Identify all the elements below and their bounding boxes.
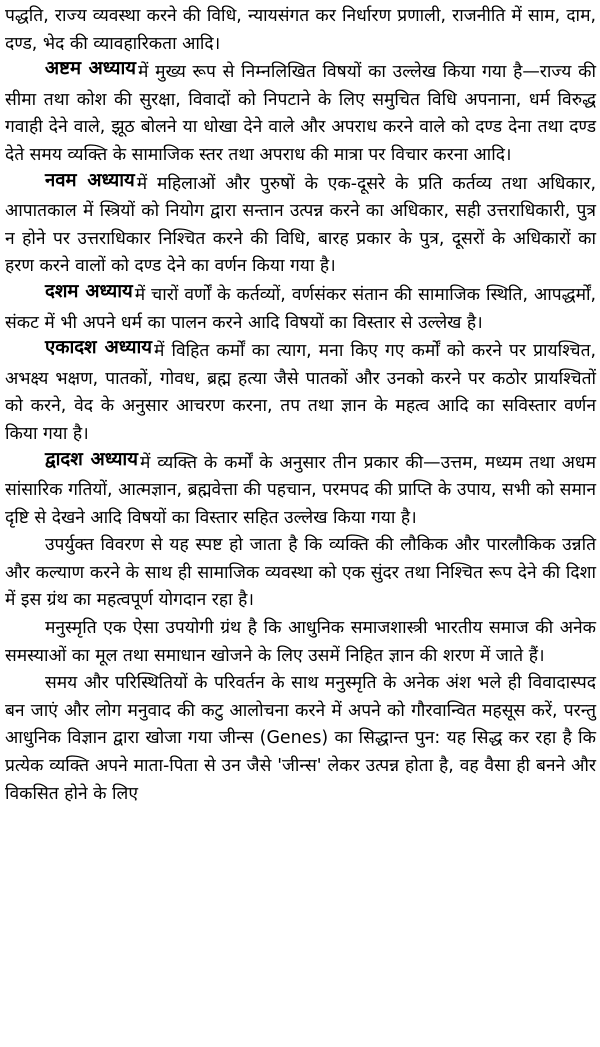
summary-paragraph: उपर्युक्त विवरण से यह स्पष्ट हो जाता है कि व्यक्ति की लौकिक और पारलौकिक उन्नति और कल्याण करने के साथ ही सामाजिक व्यवस्था को एक सुंदर तथा निश्चित रूप देने की दिशा में इस ग्रंथ का महत्वपूर्ण योगदान रहा है।: [5, 535, 596, 611]
section-text: में विहित कर्मों का त्याग, मना किए गए कर्मों को करने पर प्रायश्चित, अभक्ष्य भक्षण, पातकों, गोवध, ब्रह्म हत्या जैसे पातकों और उनको करने पर कठोर प्रायश्चितों को करने, वेद के अनुसार आचरण करना, तप तथा ज्ञान के महत्व आदि का सविस्तार वर्णन किया गया है।: [5, 341, 597, 444]
genes-paragraph: समय और परिस्थितियों के परिवर्तन के साथ मनुस्मृति के अनेक अंश भले ही विवादास्पद बन जाएं और लोग मनुवाद की कटु आलोचना करने में अपने को गौरवान्वित महसूस करें, परन्तु आधुनिक विज्ञान द्वारा खोजा गया जीन्स (Genes) का सिद्धान्त पुन: यह सिद्ध कर रहा है कि प्रत्येक व्यक्ति अपने माता-पिता से उन जैसे 'जीन्स' लेकर उत्पन्न होता है, वह वैसा ही बनने और विकसित होने के लिए: [5, 673, 596, 804]
section-heading: अष्टम अध्याय: [45, 58, 136, 80]
section-ninth-chapter: [5, 170, 596, 281]
section-tenth-chapter: [5, 281, 596, 337]
section-text: में महिलाओं और पुरुषों के एक-दूसरे के प्रति कर्तव्य तथा अधिकार, आपातकाल में स्त्रियों को नियोग द्वारा सन्तान उत्पन्न करने का अधिकार, सही उत्तराधिकारी, पुत्र न होने पर उत्तराधिकार निश्चित करने की विधि, बारह प्रकार के पुत्र, दूसरों के अधिकारों का हरण करने वालों को दण्ड देने का वर्णन किया गया है।: [5, 173, 596, 277]
sociology-paragraph: मनुस्मृति एक ऐसा उपयोगी ग्रंथ है कि आधुनिक समाजशास्त्री भारतीय समाज की अनेक समस्याओं का मूल तथा समाधान खोजने के लिए उसमें निहित ज्ञान की शरण में जाते हैं।: [5, 618, 596, 666]
section-text: में व्यक्ति के कर्मों के अनुसार तीन प्रकार की—उत्तम, मध्यम तथा अधम सांसारिक गतियों, आत्मज्ञान, ब्रह्मवेत्ता की पहचान, परमपद की प्राप्ति के उपाय, सभी को समान दृष्टि से देखने आदि विषयों का विस्तार सहित उल्लेख किया गया है।: [5, 452, 596, 528]
section-eighth-chapter: [5, 58, 596, 169]
intro-text: पद्धति, राज्य व्यवस्था करने की विधि, न्यायसंगत कर निर्धारण प्रणाली, राजनीति में साम, दाम, दण्ड, भेद की व्यावहारिकता आदि।: [5, 6, 596, 54]
section-eleventh-chapter: [5, 337, 596, 448]
section-heading: दशम अध्याय: [45, 280, 133, 302]
section-heading: नवम अध्याय: [45, 169, 135, 191]
section-twelfth-chapter: [5, 449, 596, 533]
section-heading: एकादश अध्याय: [45, 337, 152, 359]
intro-paragraph: [5, 3, 596, 58]
section-text: में चारों वर्णों के कर्तव्यों, वर्णसंकर संतान की सामाजिक स्थिति, आपद्धर्मों, संकट में भी अपने धर्म का पालन करने आदि विषयों का विस्तार से उल्लेख है।: [5, 284, 596, 333]
section-heading: द्वादश अध्याय: [45, 448, 138, 470]
section-text: में मुख्य रूप से निम्नलिखित विषयों का उल्लेख किया गया है—राज्य की सीमा तथा कोश की सुरक्षा, विवादों को निपटाने के लिए समुचित विधि अपनाना, धर्म विरुद्ध गवाही देने वाले, झूठ बोलने या धोखा देने वाले और अपराध करने वाले को दण्ड देना तथा दण्ड देते समय व्यक्ति के सामाजिक स्तर तथा अपराध की मात्रा पर विचार करना आदि।: [5, 62, 596, 165]
